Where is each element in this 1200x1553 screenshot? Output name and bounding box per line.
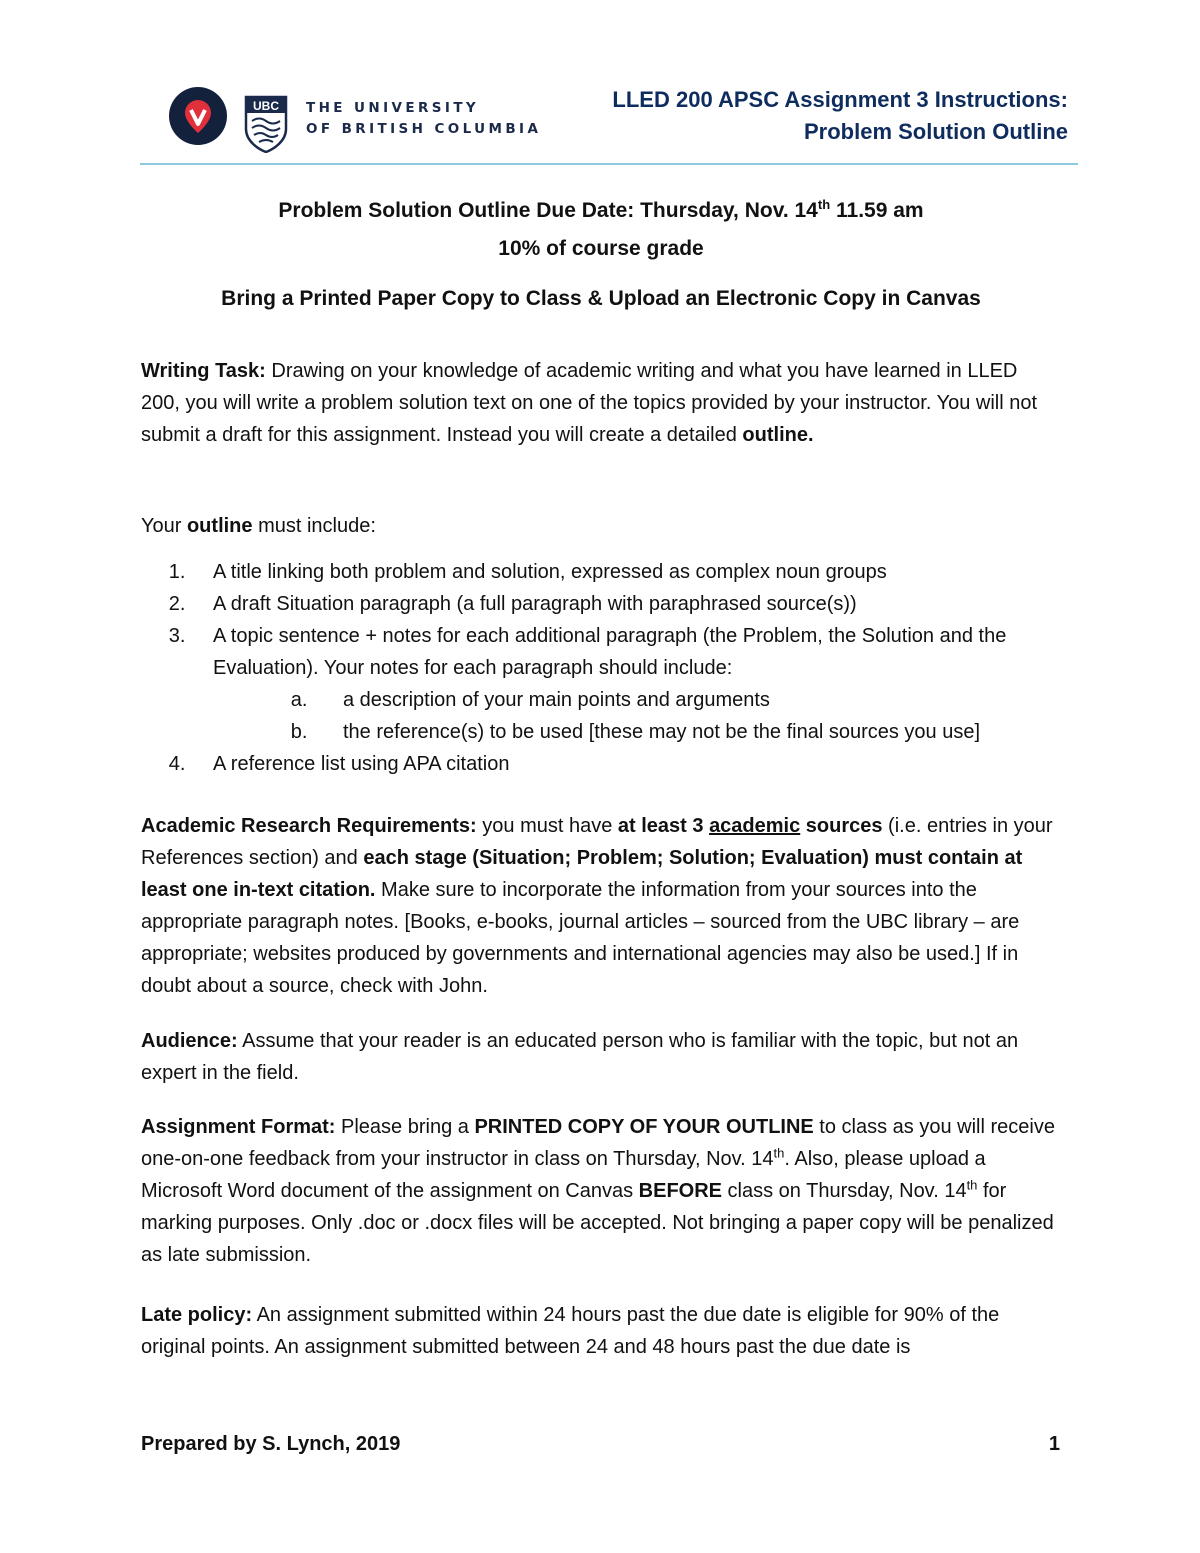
submission-heading: Bring a Printed Paper Copy to Class & Upload an Electronic Copy in Canvas bbox=[221, 287, 981, 310]
research-requirements-paragraph: Academic Research Requirements: you must have at least 3 academic sources (i.e. entries in your References section) and each stage (Situation; Problem; Solution; Evaluation) must contain at least one in-text citation. Make sure to incorporate the information from your sources into the appropriate paragraph notes. [Books, e-books, journal articles – sourced from the UBC library – are appropriate; websites produced by governments and international agencies may also be used.] If in doubt about a source, check with John. bbox=[141, 815, 1053, 997]
due-date-heading: Problem Solution Outline Due Date: Thursday, Nov. 14th 11.59 am bbox=[278, 197, 924, 222]
list-item: 3. A topic sentence + notes for each additional paragraph (the Problem, the Solution and the Evaluation). Your notes for each paragraph should include: a. a description of your main points and arguments b. the reference(s) to be used [these may not be the final sources you use] bbox=[191, 620, 1061, 748]
assignment-format-paragraph: Assignment Format: Please bring a PRINTED COPY OF YOUR OUTLINE to class as you will receive one-on-one feedback from your instructor in class on Thursday, Nov. 14th. Also, please upload a Microsoft Word document of the assignment on Canvas BEFORE class on Thursday, Nov. 14th for marking purposes. Only .doc or .docx files will be accepted. Not bringing a paper copy will be penalized as late submission. bbox=[141, 1116, 1055, 1266]
outline-intro: Your outline must include: bbox=[141, 515, 376, 537]
university-name-line2: OF BRITISH COLUMBIA bbox=[306, 121, 542, 137]
list-item: 1. A title linking both problem and solution, expressed as complex noun groups bbox=[191, 556, 1061, 588]
footer-author: Prepared by S. Lynch, 2019 bbox=[141, 1433, 401, 1455]
audience-paragraph: Audience: Assume that your reader is an educated person who is familiar with the topic, but not an expert in the field. bbox=[141, 1030, 1019, 1084]
grade-weight-heading: 10% of course grade bbox=[498, 237, 704, 260]
header-divider bbox=[140, 163, 1078, 165]
ubc-crest-icon bbox=[244, 95, 288, 153]
university-name-line1: THE UNIVERSITY bbox=[306, 100, 480, 116]
page-header bbox=[0, 0, 1200, 170]
document-title-line2: Problem Solution Outline bbox=[804, 119, 1068, 144]
page-number: 1 bbox=[1048, 1433, 1060, 1455]
svg-text:UBC: UBC bbox=[253, 99, 279, 113]
list-item: 4. A reference list using APA citation bbox=[191, 748, 1061, 780]
list-item: 2. A draft Situation paragraph (a full paragraph with paraphrased source(s)) bbox=[191, 588, 1061, 620]
location-pin-logo-icon bbox=[168, 86, 228, 146]
late-policy-paragraph: Late policy: An assignment submitted within 24 hours past the due date is eligible for 90% of the original points. An assignment submitted between 24 and 48 hours past the due date is bbox=[141, 1304, 1000, 1358]
sub-list-item: a. a description of your main points and arguments bbox=[313, 684, 1061, 716]
document-title-line1: LLED 200 APSC Assignment 3 Instructions: bbox=[612, 87, 1068, 112]
sub-list-item: b. the reference(s) to be used [these may not be the final sources you use] bbox=[313, 716, 1061, 748]
writing-task-paragraph: Writing Task: Drawing on your knowledge of academic writing and what you have learned in LLED 200, you will write a problem solution text on one of the topics provided by your instructor. You will not submit a draft for this assignment. Instead you will create a detailed outline. bbox=[141, 360, 1038, 446]
outline-requirements-list bbox=[141, 556, 1061, 780]
